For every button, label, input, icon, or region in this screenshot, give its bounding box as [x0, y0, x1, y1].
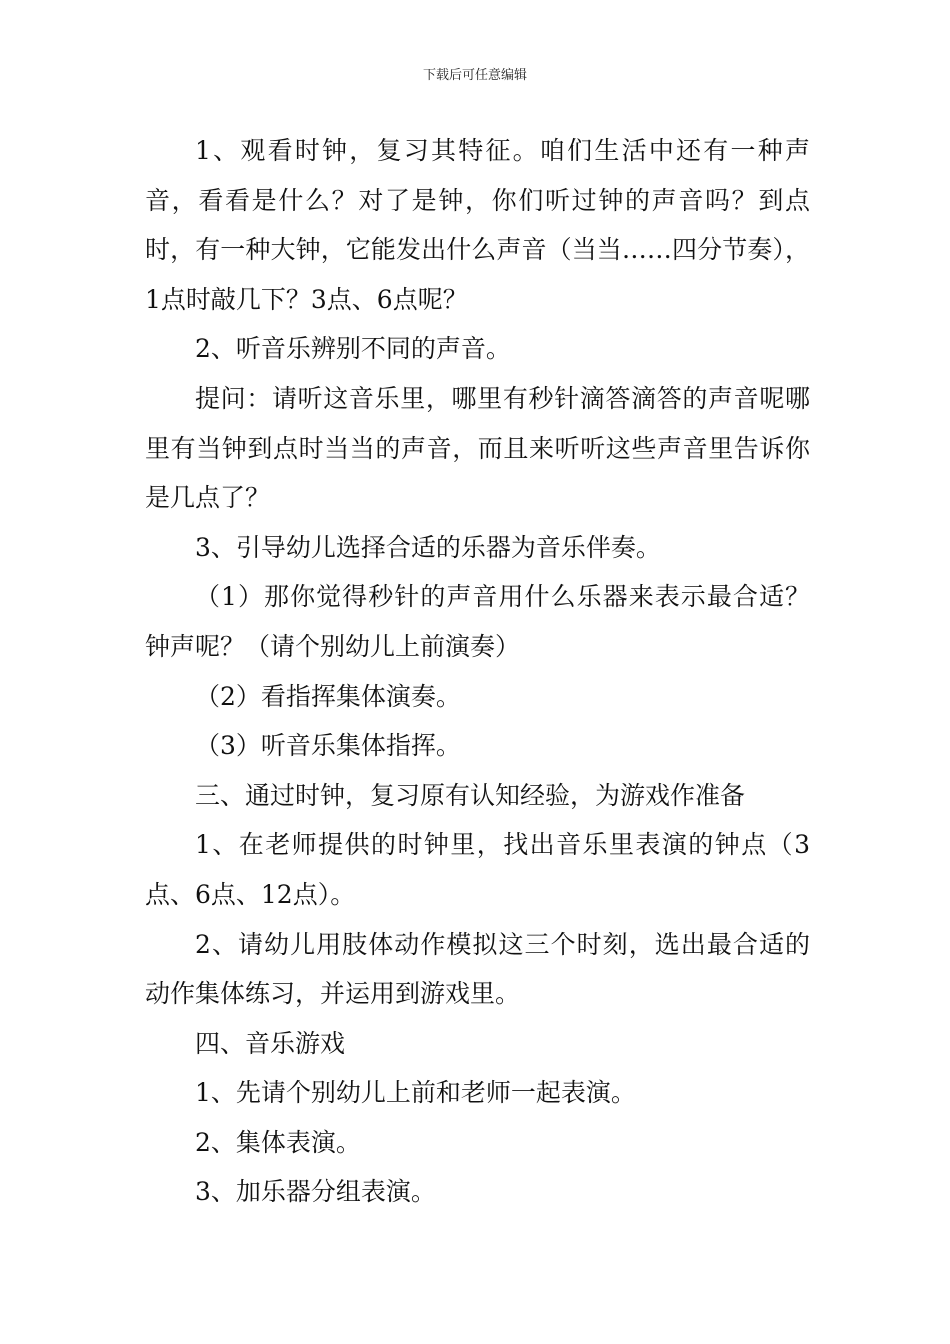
- page-header: 下载后可任意编辑: [422, 68, 527, 83]
- paragraph-14: 3、加乐器分组表演。: [195, 1177, 436, 1207]
- paragraph-4: 3、引导幼儿选择合适的乐器为音乐伴奏。: [195, 532, 661, 562]
- paragraph-6: （2）看指挥集体演奏。: [195, 681, 461, 711]
- paragraph-5: （1）那你觉得秒针的声音用什么乐器来表示最合适？钟声呢？（请个别幼儿上前演奏）: [145, 582, 810, 661]
- paragraph-12: 1、先请个别幼儿上前和老师一起表演。: [195, 1078, 636, 1108]
- paragraph-9: 1、在老师提供的时钟里，找出音乐里表演的钟点（3点、6点、12点）。: [145, 830, 810, 909]
- paragraph-2: 2、听音乐辨别不同的声音。: [195, 334, 511, 364]
- paragraph-3: 提问：请听这音乐里，哪里有秒针滴答滴答的声音呢哪里有当钟到点时当当的声音，而且来听听这些声音里告诉你是几点了？: [145, 383, 810, 513]
- document-body: [145, 126, 810, 1217]
- paragraph-7: （3）听音乐集体指挥。: [195, 731, 461, 761]
- paragraph-10: 2、请幼儿用肢体动作模拟这三个时刻，选出最合适的动作集体练习，并运用到游戏里。: [145, 929, 810, 1009]
- paragraph-8: 三、通过时钟，复习原有认知经验，为游戏作准备: [195, 780, 746, 810]
- paragraph-13: 2、集体表演。: [195, 1127, 361, 1157]
- paragraph-11: 四、音乐游戏: [195, 1028, 346, 1058]
- paragraph-1: 1、观看时钟，复习其特征。咱们生活中还有一种声音，看看是什么？对了是钟，你们听过钟的声音吗？到点时，有一种大钟，它能发出什么声音（当当……四分节奏），1点时敲几下？3点、6点呢？: [145, 136, 810, 314]
